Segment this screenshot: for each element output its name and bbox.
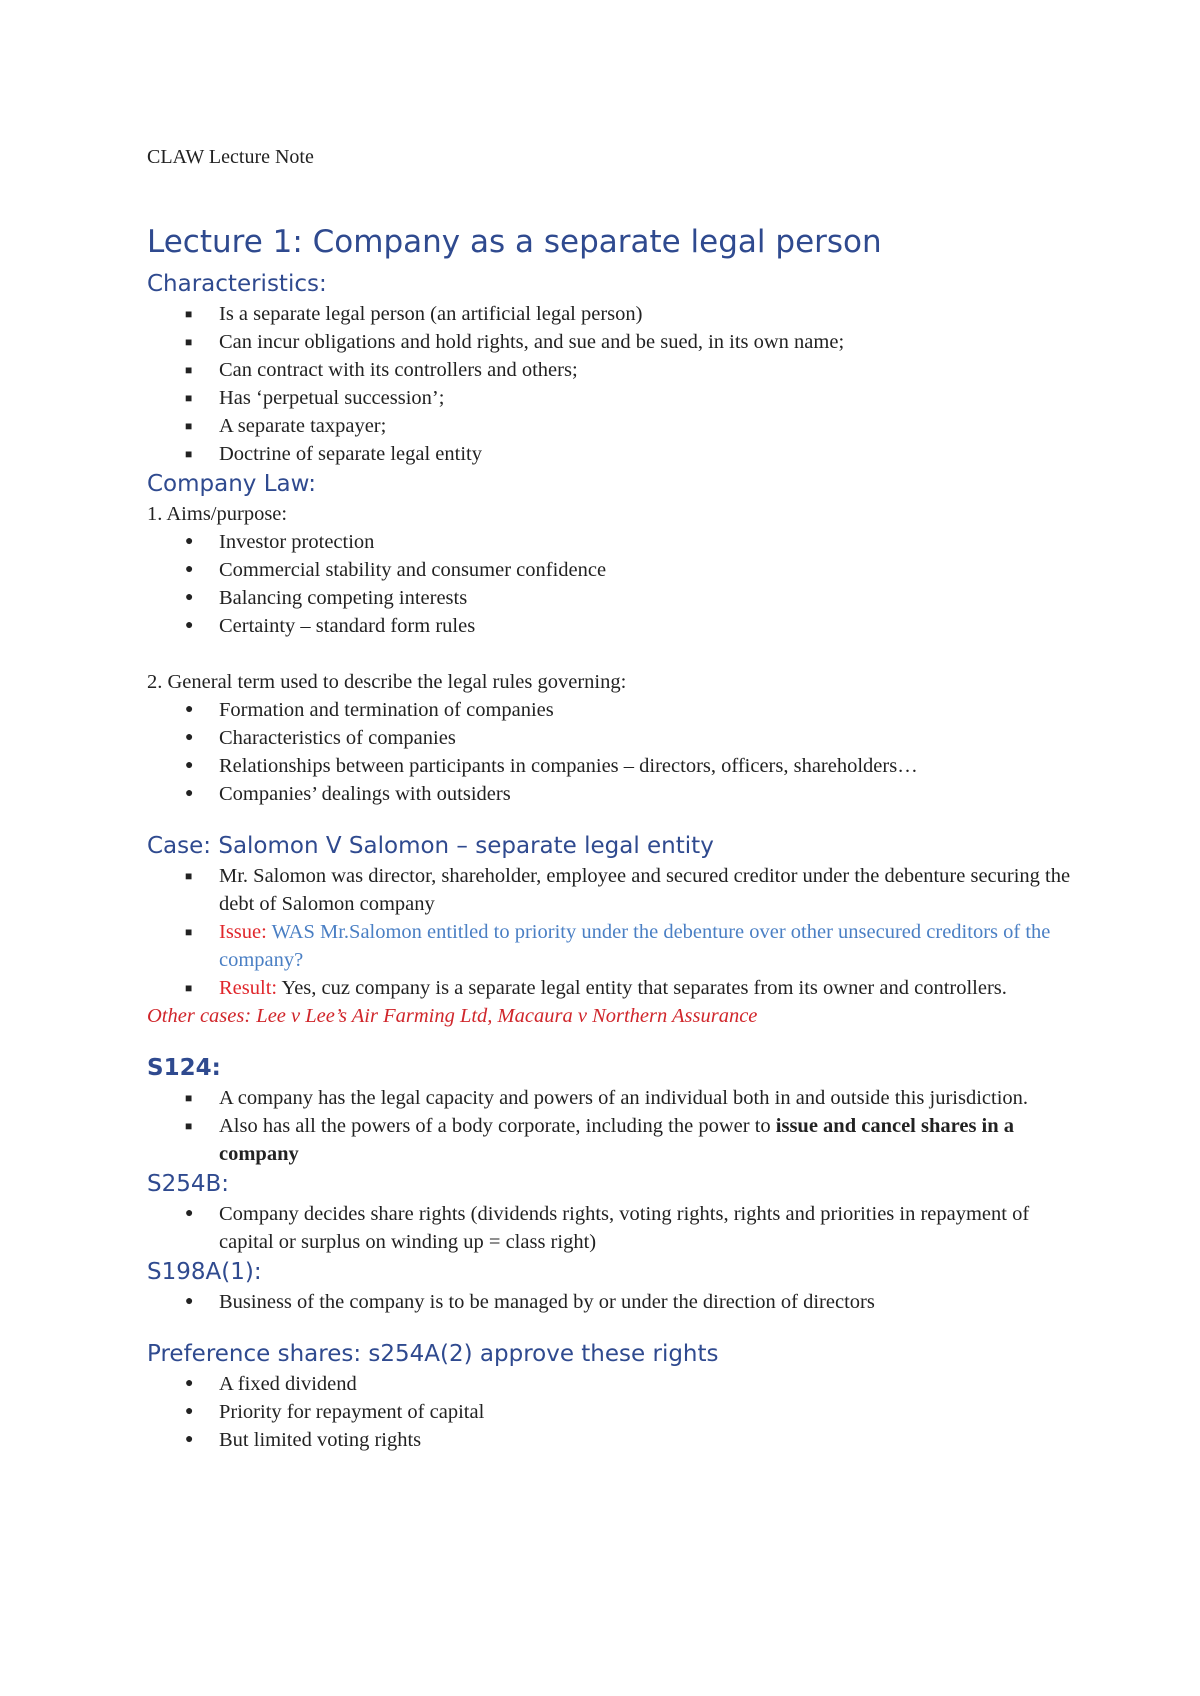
issue-label: Issue:: [219, 921, 267, 943]
round-bullet-icon: ●: [185, 758, 194, 773]
result-label: Result:: [219, 977, 278, 999]
round-bullet-icon: ●: [185, 590, 194, 605]
issue-text: WAS Mr.Salomon entitled to priority under the debenture over other unsecured creditors of the company?: [219, 921, 1051, 971]
round-bullet-icon: ●: [185, 730, 194, 745]
list-item: ■ Can incur obligations and hold rights, and sue and be sued, in its own name;: [147, 328, 1077, 356]
round-bullet-icon: ●: [185, 1294, 194, 1309]
list-item: [147, 974, 1077, 1002]
list-item: ● Relationships between participants in companies – directors, officers, shareholders…: [147, 752, 1077, 780]
round-bullet-icon: ●: [185, 1206, 194, 1221]
list-item: ● Formation and termination of companies: [147, 696, 1077, 724]
list-item: ■ Has ‘perpetual succession’;: [147, 384, 1077, 412]
square-bullet-icon: ■: [185, 925, 193, 939]
case-list: [147, 862, 1077, 1002]
round-bullet-icon: ●: [185, 618, 194, 633]
round-bullet-icon: ●: [185, 1404, 194, 1419]
s198a-heading: S198A(1):: [147, 1259, 262, 1285]
square-bullet-icon: ■: [185, 869, 193, 883]
square-bullet-icon: ■: [185, 335, 193, 349]
list-item: ■ Is a separate legal person (an artificial legal person): [147, 300, 1077, 328]
list-item: [147, 918, 1077, 974]
list-item: ● But limited voting rights: [147, 1426, 1077, 1454]
preference-heading: Preference shares: s254A(2) approve these rights: [147, 1341, 719, 1367]
document-title: CLAW Lecture Note: [147, 146, 314, 168]
aims-label: 1. Aims/purpose:: [147, 503, 288, 525]
list-item: ● Company decides share rights (dividends rights, voting rights, rights and priorities in repayment of capital or surplus on winding up = class right): [147, 1200, 1077, 1256]
list-item: ■ Doctrine of separate legal entity: [147, 440, 1077, 468]
list-item: ● Commercial stability and consumer confidence: [147, 556, 1077, 584]
square-bullet-icon: ■: [185, 391, 193, 405]
list-item: ■ A company has the legal capacity and powers of an individual both in and outside this jurisdiction.: [147, 1084, 1077, 1112]
other-cases: Other cases: Lee v Lee’s Air Farming Ltd, Macaura v Northern Assurance: [147, 1005, 758, 1027]
bold-phrase: issue and cancel shares in a company: [219, 1115, 1015, 1165]
list-item: ● Balancing competing interests: [147, 584, 1077, 612]
round-bullet-icon: ●: [185, 702, 194, 717]
square-bullet-icon: ■: [185, 1119, 193, 1133]
list-item: ● Companies’ dealings with outsiders: [147, 780, 1077, 808]
aims-list: [147, 528, 1077, 640]
general-list: [147, 696, 1077, 808]
list-item: ■ Also has all the powers of a body corporate, including the power to issue and cancel shares in a company: [147, 1112, 1077, 1168]
general-label: 2. General term used to describe the legal rules governing:: [147, 671, 627, 693]
list-item: ■ A separate taxpayer;: [147, 412, 1077, 440]
document-body: [147, 222, 1077, 1454]
round-bullet-icon: ●: [185, 786, 194, 801]
lecture-heading: Lecture 1: Company as a separate legal person: [147, 224, 882, 260]
s198a-list: [147, 1288, 1077, 1316]
square-bullet-icon: ■: [185, 363, 193, 377]
list-item: ■ Can contract with its controllers and others;: [147, 356, 1077, 384]
square-bullet-icon: ■: [185, 981, 193, 995]
characteristics-heading: Characteristics:: [147, 271, 327, 297]
characteristics-list: [147, 300, 1077, 468]
s254b-list: [147, 1200, 1077, 1256]
company-law-heading: Company Law:: [147, 471, 316, 497]
list-item: ● Business of the company is to be managed by or under the direction of directors: [147, 1288, 1077, 1316]
list-item: ● A fixed dividend: [147, 1370, 1077, 1398]
round-bullet-icon: ●: [185, 1432, 194, 1447]
result-text: Yes, cuz company is a separate legal entity that separates from its owner and controllers.: [277, 977, 1007, 999]
round-bullet-icon: ●: [185, 562, 194, 577]
square-bullet-icon: ■: [185, 419, 193, 433]
round-bullet-icon: ●: [185, 534, 194, 549]
square-bullet-icon: ■: [185, 1091, 193, 1105]
list-item: ● Certainty – standard form rules: [147, 612, 1077, 640]
square-bullet-icon: ■: [185, 447, 193, 461]
square-bullet-icon: ■: [185, 307, 193, 321]
list-item: ● Investor protection: [147, 528, 1077, 556]
list-item: ● Priority for repayment of capital: [147, 1398, 1077, 1426]
s124-heading: S124:: [147, 1055, 221, 1081]
round-bullet-icon: ●: [185, 1376, 194, 1391]
list-item: ● Characteristics of companies: [147, 724, 1077, 752]
case-heading: Case: Salomon V Salomon – separate legal entity: [147, 833, 714, 859]
list-item: ■ Mr. Salomon was director, shareholder, employee and secured creditor under the debenture securing the debt of Salomon company: [147, 862, 1077, 918]
s254b-heading: S254B:: [147, 1171, 230, 1197]
preference-list: [147, 1370, 1077, 1454]
s124-list: [147, 1084, 1077, 1168]
